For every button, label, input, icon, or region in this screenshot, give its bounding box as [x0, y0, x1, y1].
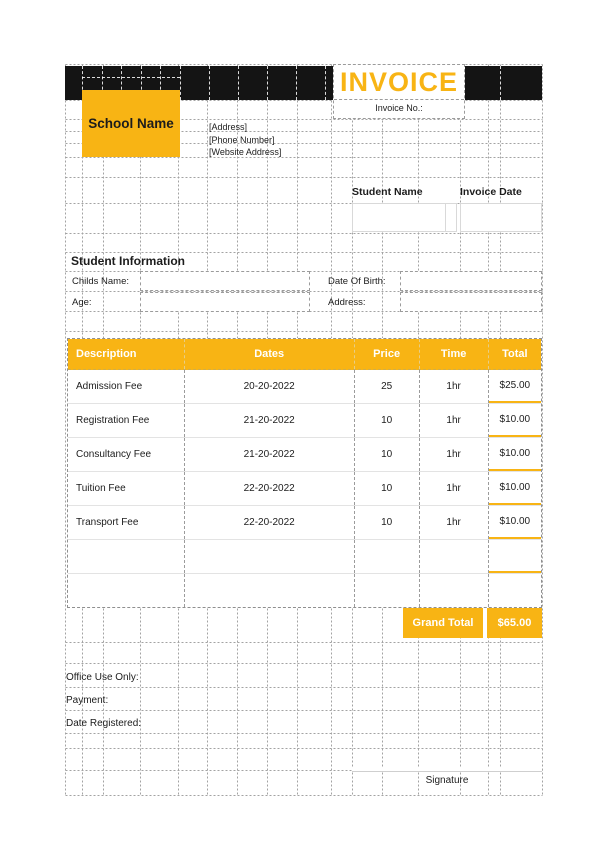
table-cell: 22-20-2022	[185, 472, 355, 505]
table-cell: $10.00	[489, 472, 541, 505]
table-cell: 10	[355, 438, 420, 471]
table-cell	[420, 574, 489, 607]
empty-fee-row	[68, 540, 541, 574]
address-field[interactable]	[400, 292, 542, 312]
payment-label: Payment:	[66, 695, 109, 706]
table-cell: Consultancy Fee	[68, 438, 185, 471]
table-cell: $10.00	[489, 506, 541, 539]
table-cell	[420, 540, 489, 573]
table-cell: 10	[355, 404, 420, 437]
column-header-price: Price	[355, 339, 420, 369]
fee-row	[68, 472, 541, 506]
invoice-title: INVOICE	[339, 66, 459, 97]
header-bar-gridline	[267, 66, 268, 100]
signature-label: Signature	[425, 775, 469, 786]
table-cell	[489, 540, 541, 573]
student-info-heading: Student Information	[71, 254, 185, 268]
fees-table	[67, 338, 542, 608]
website-line: [Website Address]	[209, 147, 282, 158]
school-name-box	[82, 90, 180, 157]
table-cell: 25	[355, 370, 420, 403]
age-label: Age:	[72, 297, 92, 308]
header-bar-gridline	[82, 77, 180, 78]
table-cell	[355, 574, 420, 607]
header-bar-gridline	[500, 66, 501, 100]
student-name-label: Student Name	[352, 186, 423, 198]
table-cell: $25.00	[489, 370, 541, 403]
table-cell: 10	[355, 506, 420, 539]
table-cell: Admission Fee	[68, 370, 185, 403]
table-cell: 20-20-2022	[185, 370, 355, 403]
fees-table-body	[68, 370, 541, 607]
table-cell: 1hr	[420, 370, 489, 403]
table-cell	[355, 540, 420, 573]
fee-row	[68, 404, 541, 438]
table-cell: 10	[355, 472, 420, 505]
invoice-date-label: Invoice Date	[460, 186, 522, 198]
table-cell: 1hr	[420, 472, 489, 505]
fee-row	[68, 370, 541, 404]
table-cell: 21-20-2022	[185, 438, 355, 471]
header-bar-gridline	[209, 66, 210, 100]
address-block	[209, 119, 334, 159]
address-label: Address:	[328, 297, 366, 308]
table-cell: $10.00	[489, 438, 541, 471]
table-cell: Tuition Fee	[68, 472, 185, 505]
table-cell: 1hr	[420, 506, 489, 539]
age-field[interactable]	[140, 292, 310, 312]
invoice-title-panel	[333, 64, 465, 119]
phone-line: [Phone Number]	[209, 134, 275, 145]
table-cell: 22-20-2022	[185, 506, 355, 539]
table-cell	[185, 574, 355, 607]
column-header-total: Total	[502, 348, 528, 360]
grand-total-value: $65.00	[487, 608, 542, 638]
fee-row	[68, 506, 541, 540]
table-cell: 1hr	[420, 404, 489, 437]
table-cell	[185, 540, 355, 573]
table-cell: Transport Fee	[68, 506, 185, 539]
empty-fee-row	[68, 574, 541, 607]
childs-name-label: Childs Name:	[72, 276, 130, 287]
table-cell	[489, 574, 541, 607]
table-cell: 1hr	[420, 438, 489, 471]
grand-total-label: Grand Total	[403, 608, 483, 638]
header-bar-gridline	[238, 66, 239, 100]
field-divider	[445, 204, 446, 231]
invoice-number-label: Invoice No.:	[334, 99, 464, 118]
table-cell: $10.00	[489, 404, 541, 437]
column-header-description: Description	[68, 339, 185, 369]
school-name: School Name	[88, 116, 174, 131]
date-of-birth-label: Date Of Birth:	[328, 276, 386, 287]
fee-row	[68, 438, 541, 472]
header-bar-gridline	[325, 66, 326, 100]
column-header-time: Time	[420, 339, 489, 369]
table-cell	[68, 574, 185, 607]
invoice-date-field[interactable]	[460, 203, 542, 232]
date-registered-label: Date Registered:	[66, 718, 142, 729]
fees-table-header-row	[68, 339, 541, 370]
address-line: [Address]	[209, 122, 248, 132]
column-header-dates: Dates	[185, 339, 355, 369]
table-cell	[68, 540, 185, 573]
header-bar-gridline	[296, 66, 297, 100]
childs-name-field[interactable]	[140, 271, 310, 291]
table-cell: Registration Fee	[68, 404, 185, 437]
signature-line	[352, 768, 542, 772]
student-name-field[interactable]	[352, 203, 457, 232]
date-of-birth-field[interactable]	[400, 271, 542, 291]
table-cell: 21-20-2022	[185, 404, 355, 437]
header-bar-gridline	[180, 66, 181, 100]
office-use-label: Office Use Only:	[66, 672, 139, 683]
